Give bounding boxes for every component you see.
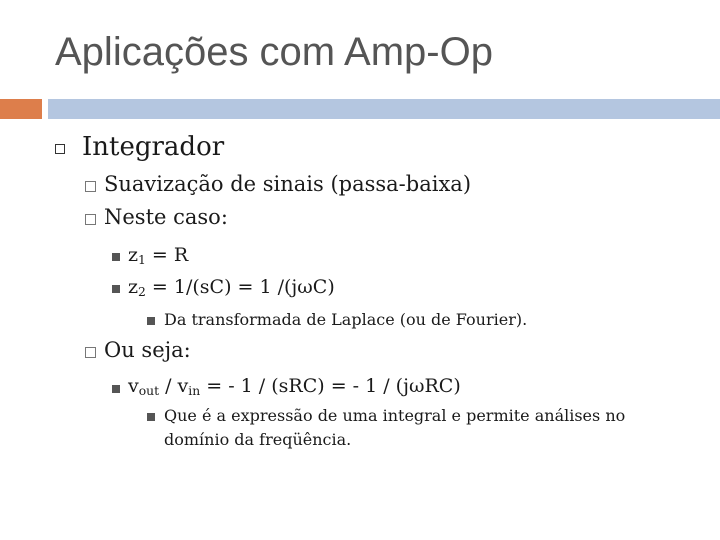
bullet-square-icon xyxy=(85,181,96,192)
equation-z1 xyxy=(128,244,188,267)
bullet-filled-square-icon xyxy=(147,413,155,421)
z2-symbol: z xyxy=(128,276,139,298)
vin-symbol: / v xyxy=(159,375,189,397)
note-integral-line1: Que é a expressão de uma integral e permite análises no xyxy=(164,406,626,425)
accent-bar-blue xyxy=(48,99,720,119)
vin-subscript: in xyxy=(188,384,201,399)
z1-subscript: 1 xyxy=(138,253,146,268)
bullet-filled-square-icon xyxy=(112,253,120,261)
bullet-ou-seja: Ou seja: xyxy=(104,338,191,362)
accent-bar-orange xyxy=(0,99,42,119)
z1-value: = R xyxy=(145,244,189,266)
z2-subscript: 2 xyxy=(138,285,146,300)
slide-title: Aplicações com Amp-Op xyxy=(55,30,493,74)
bullet-square-icon xyxy=(85,347,96,358)
transfer-function: = - 1 / (sRC) = - 1 / (jωRC) xyxy=(200,375,461,397)
bullet-filled-square-icon xyxy=(112,385,120,393)
bullet-square-icon xyxy=(85,214,96,225)
heading-integrador: Integrador xyxy=(82,132,225,162)
bullet-hollow-square-icon xyxy=(55,144,65,154)
note-integral-line2: domínio da freqüência. xyxy=(164,430,352,449)
bullet-neste-caso: Neste caso: xyxy=(104,205,228,229)
bullet-filled-square-icon xyxy=(112,285,120,293)
bullet-filled-square-icon xyxy=(147,317,155,325)
bullet-suavizacao: Suavização de sinais (passa-baixa) xyxy=(104,172,472,196)
vout-subscript: out xyxy=(138,384,160,399)
z2-value: = 1/(sC) = 1 /(jωC) xyxy=(145,276,335,298)
equation-z2 xyxy=(128,276,335,299)
equation-vout-vin xyxy=(128,375,461,398)
note-laplace: Da transformada de Laplace (ou de Fourier). xyxy=(164,310,528,329)
vout-symbol: v xyxy=(128,375,139,397)
z1-symbol: z xyxy=(128,244,139,266)
